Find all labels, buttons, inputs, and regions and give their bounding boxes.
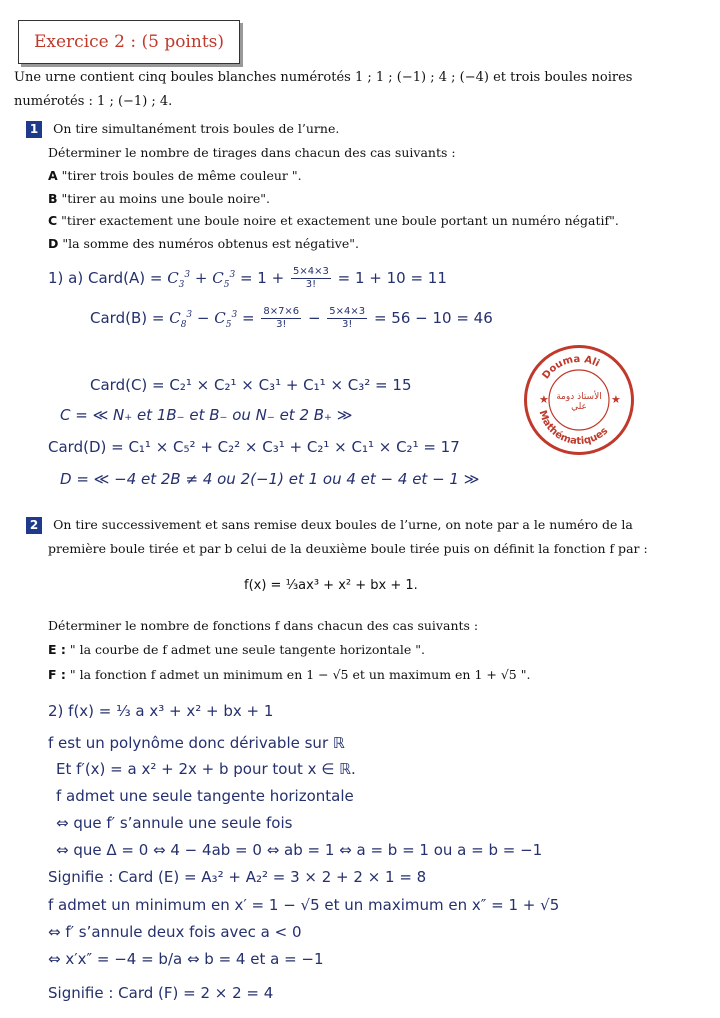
- case-f-key: F :: [48, 667, 66, 682]
- solution-2-line-8: f admet un minimum en x′ = 1 − √5 et un maximum en x″ = 1 + √5: [48, 896, 560, 914]
- solution-1a-label: 1) a): [48, 269, 84, 287]
- svg-text:Douma Ali: [540, 354, 601, 381]
- case-d-text: "la somme des numéros obtenus est négative".: [62, 236, 359, 251]
- card-a-result: = 1 + 10 = 11: [337, 269, 447, 287]
- case-a: [48, 168, 302, 183]
- card-b-result: = 56 − 10 = 46: [373, 309, 493, 327]
- card-a-fraction: $\frac{5\times 4\times 3}{3!}$: [292, 266, 329, 290]
- c-description: C = ≪ N₊ et 1B₋ et B₋ ou N₋ et 2 B₊ ≫: [60, 406, 353, 424]
- solution-2-line-3: Et f′(x) = a x² + 2x + b pour tout x ∈ ℝ.: [56, 760, 356, 778]
- svg-text:Mathématiques: [537, 409, 611, 447]
- author-seal: [524, 345, 634, 455]
- case-f: [48, 667, 530, 682]
- solution-2-line-1: 2) f(x) = ⅓ a x³ + x² + bx + 1: [48, 702, 274, 720]
- solution-2-line-2: f est un polynôme donc dérivable sur ℝ: [48, 734, 345, 752]
- question-2-instruction: Déterminer le nombre de fonctions f dans chacun des cas suivants :: [48, 618, 479, 633]
- card-b-fraction-1: $\frac{8\times 7\times 6}{3!}$: [263, 306, 300, 330]
- solution-2-line-5: ⇔ que f′ s’annule une seule fois: [56, 814, 293, 832]
- svg-text:★: ★: [611, 393, 621, 406]
- solution-2-line-4: f admet une seule tangente horizontale: [56, 787, 354, 805]
- solution-2-line-7: Signifie : Card (E) = A₃² + A₂² = 3 × 2 + 2 × 1 = 8: [48, 868, 427, 886]
- seal-top-text: Douma Ali: [540, 353, 602, 382]
- d-description: D = ≪ −4 et 2B ≠ 4 ou 2(−1) et 1 ou 4 et − 4 et − 1 ≫: [60, 470, 480, 488]
- case-b-key: B: [48, 191, 58, 206]
- solution-2-line-6: ⇔ que Δ = 0 ⇔ 4 − 4ab = 0 ⇔ ab = 1 ⇔ a = b = 1 ou a = b = −1: [56, 841, 543, 859]
- question-2-header: [26, 514, 633, 534]
- case-d: [48, 236, 359, 251]
- question-1-text: On tire simultanément trois boules de l’urne.: [53, 121, 340, 136]
- question-1-number: 1: [26, 121, 42, 138]
- question-1-instruction: Déterminer le nombre de tirages dans chacun des cas suivants :: [48, 145, 456, 160]
- question-1-header: [26, 118, 339, 138]
- seal-arabic-text: الأستاذ دومة علي: [556, 392, 602, 412]
- intro-line-2: numérotés : 1 ; (−1) ; 4.: [14, 94, 173, 109]
- case-a-text: "tirer trois boules de même couleur ".: [61, 168, 302, 183]
- case-d-key: D: [48, 236, 59, 251]
- card-a-lhs: Card(A) =: [88, 269, 163, 287]
- case-e-text: " la courbe de f admet une seule tangente horizontale ".: [69, 642, 425, 657]
- solution-2-line-9: ⇔ f′ s’annule deux fois avec a < 0: [48, 923, 302, 941]
- case-e: [48, 642, 425, 657]
- case-b: [48, 191, 270, 206]
- card-b-lhs: Card(B) =: [90, 309, 165, 327]
- case-c: [48, 213, 619, 228]
- question-2-number: 2: [26, 517, 42, 534]
- case-c-key: C: [48, 213, 58, 228]
- svg-text:★: ★: [539, 393, 549, 406]
- question-2-text-2: première boule tirée et par b celui de la deuxième boule tirée puis on définit la fonction f par :: [48, 541, 648, 556]
- question-2-text-1: On tire successivement et sans remise deux boules de l’urne, on note par a le numéro de la: [53, 517, 633, 532]
- card-b-formula: Card(B) = $C_8^3 - C_5^3$ = $\frac{8\times 7\times 6}{3!}$ − $\frac{5\times 4\times 3}{3!}$ = 56 − 10 = 46: [90, 306, 493, 330]
- function-definition: f(x) = ⅓ax³ + x² + bx + 1.: [244, 578, 418, 593]
- seal-bottom-text: Mathématiques: [536, 409, 611, 448]
- exercise-title: Exercice 2 : (5 points): [18, 20, 240, 64]
- solution-2-line-10: ⇔ x′x″ = −4 = b/a ⇔ b = 4 et a = −1: [48, 950, 324, 968]
- card-c-formula: Card(C) = C₂¹ × C₂¹ × C₃¹ + C₁¹ × C₃² = 15: [90, 376, 412, 394]
- case-c-text: "tirer exactement une boule noire et exactement une boule portant un numéro négatif".: [61, 213, 619, 228]
- case-e-key: E :: [48, 642, 66, 657]
- intro-line-1: Une urne contient cinq boules blanches numérotés 1 ; 1 ; (−1) ; 4 ; (−4) et trois boules noires: [14, 70, 633, 85]
- card-a-formula: 1) a) Card(A) = $C_3^3 + C_5^3 = 1$ + $\frac{5\times 4\times 3}{3!}$ = 1 + 10 = 11: [48, 266, 447, 290]
- card-d-formula: Card(D) = C₁¹ × C₅² + C₂² × C₃¹ + C₂¹ × C₁¹ × C₂¹ = 17: [48, 438, 460, 456]
- card-b-fraction-2: $\frac{5\times 4\times 3}{3!}$: [329, 306, 366, 330]
- case-b-text: "tirer au moins une boule noire".: [61, 191, 270, 206]
- case-a-key: A: [48, 168, 58, 183]
- case-f-text: " la fonction f admet un minimum en 1 − √5 et un maximum en 1 + √5 ".: [69, 667, 531, 682]
- solution-2-line-11: Signifie : Card (F) = 2 × 2 = 4: [48, 984, 274, 1002]
